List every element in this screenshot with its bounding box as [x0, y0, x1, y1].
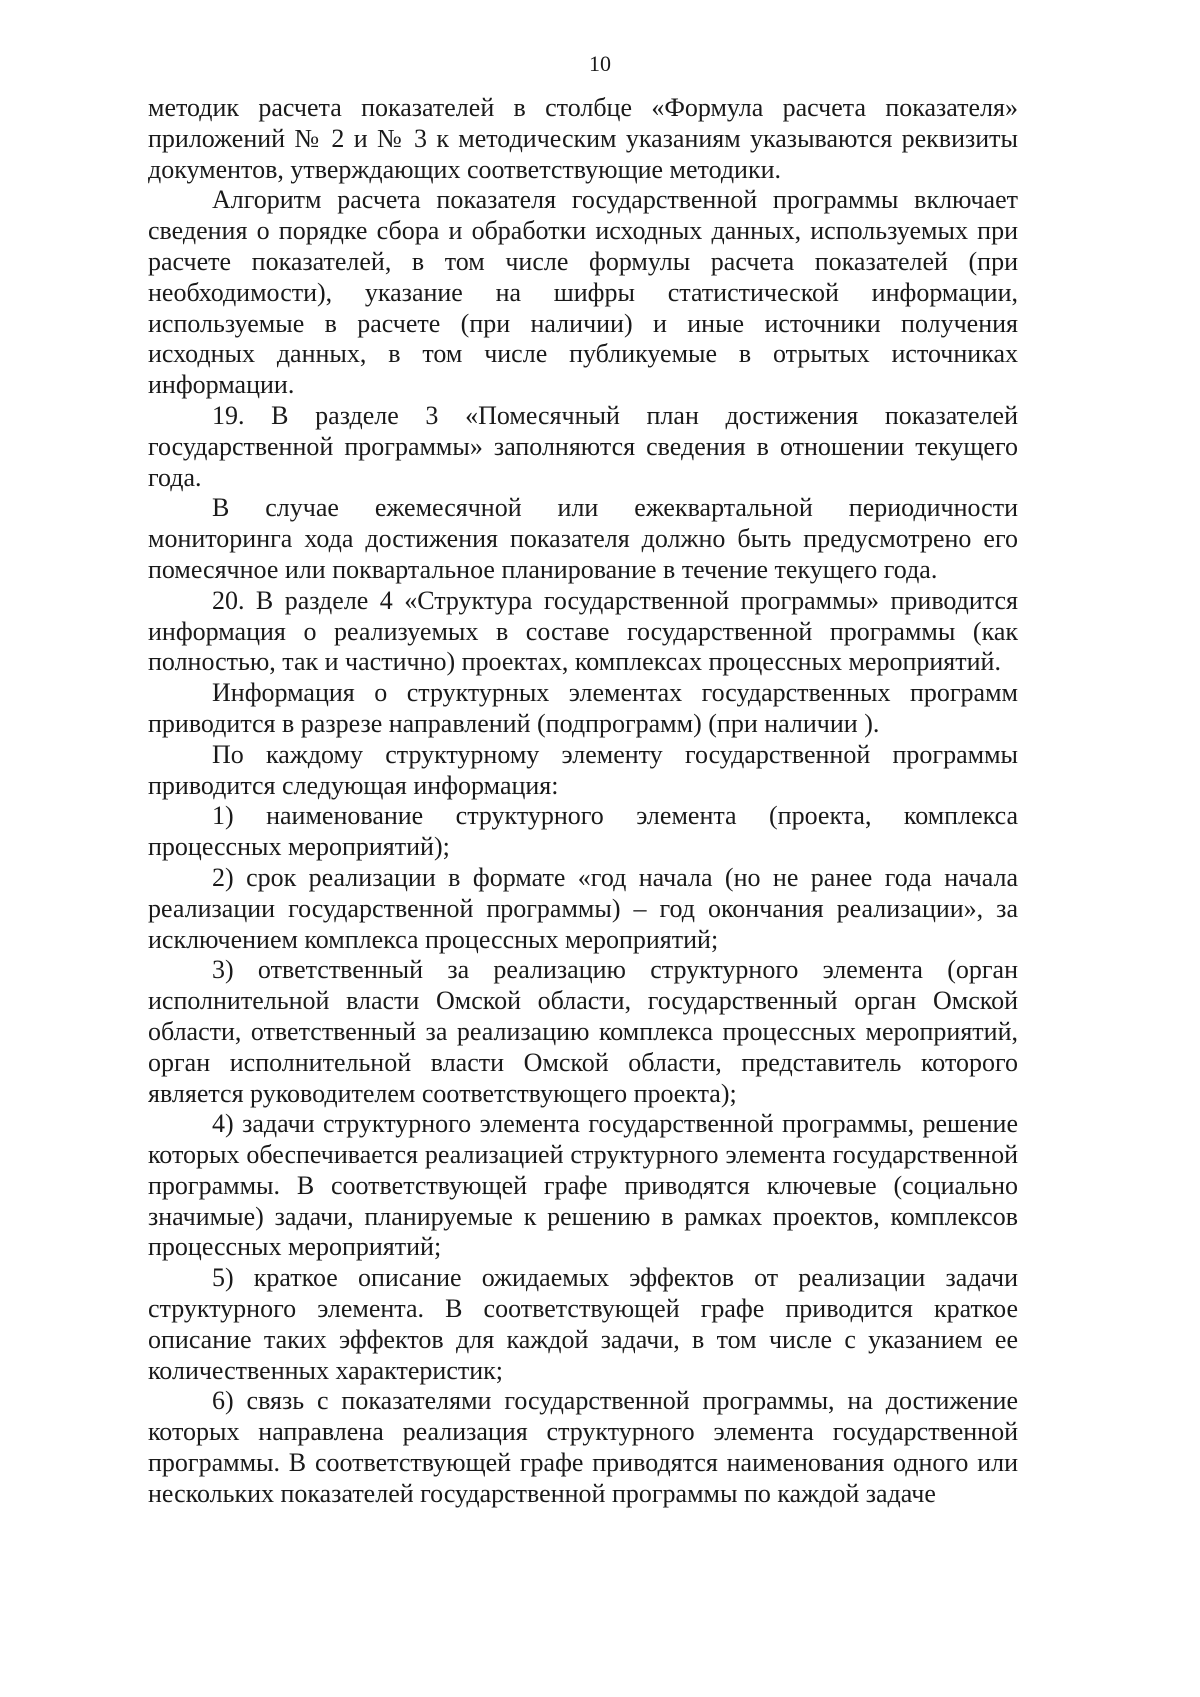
paragraph: В случае ежемесячной или ежеквартальной периодичности мониторинга хода достижения показателя должно быть предусмотрено его помесячное или поквартальное планирование в течение текущего года. [148, 493, 1018, 584]
paragraph: 4) задачи структурного элемента государственной программы, решение которых обеспечивается реализацией структурного элемента государственной программы. В соответствующей графе приводятся ключевые (социально значимые) задачи, планируемые к решению в рамках проектов, комплексов процессных мероприятий; [148, 1109, 1018, 1262]
page-number: 10 [589, 51, 611, 76]
paragraph: 20. В разделе 4 «Структура государственной программы» приводится информация о реализуемых в составе государственной программы (как полностью, так и частично) проектах, комплексах процессных мероприятий. [148, 585, 1018, 677]
paragraph: 3) ответственный за реализацию структурного элемента (орган исполнительной власти Омской области, государственный орган Омской области, ответственный за реализацию комплекса процессных мероприятий, орган исполнительной власти Омской области, представитель которого является руководителем соответствующего проекта); [148, 955, 1018, 1108]
paragraph: 19. В разделе 3 «Помесячный план достижения показателей государственной программы» заполняются сведения в отношении текущего года. [148, 400, 1018, 492]
paragraph: По каждому структурному элементу государственной программы приводится следующая информация: [148, 739, 1018, 800]
paragraph: 5) краткое описание ожидаемых эффектов от реализации задачи структурного элемента. В соответствующей графе приводится краткое описание таких эффектов для каждой задачи, в том числе с указанием ее количественных характеристик; [148, 1263, 1018, 1385]
paragraph: Информация о структурных элементах государственных программ приводится в разрезе направлений (подпрограмм) (при наличии ). [148, 678, 1018, 738]
paragraph: 2) срок реализации в формате «год начала (но не ранее года начала реализации государственной программы) – год окончания реализации», за исключением комплекса процессных мероприятий; [148, 862, 1018, 954]
paragraph: 1) наименование структурного элемента (проекта, комплекса процессных мероприятий); [148, 801, 1018, 862]
paragraph: Алгоритм расчета показателя государственной программы включает сведения о порядке сбора и обработки исходных данных, используемых при расчете показателей, в том числе формулы расчета показателей (при необходимости), указание на шифры статистической информации, используемые в расчете (при наличии) и иные источники получения исходных данных, в том числе публикуемые в отрытых источниках информации. [148, 185, 1018, 400]
document-body [148, 93, 1018, 1510]
paragraph: 6) связь с показателями государственной программы, на достижение которых направлена реализация структурного элемента государственной программы. В соответствующей графе приводятся наименования одного или нескольких показателей государственной программы по каждой задаче [148, 1386, 1018, 1508]
paragraph: методик расчета показателей в столбце «Формула расчета показателя» приложений № 2 и № 3 к методическим указаниям указываются реквизиты документов, утверждающих соответствующие методики. [148, 93, 1018, 184]
